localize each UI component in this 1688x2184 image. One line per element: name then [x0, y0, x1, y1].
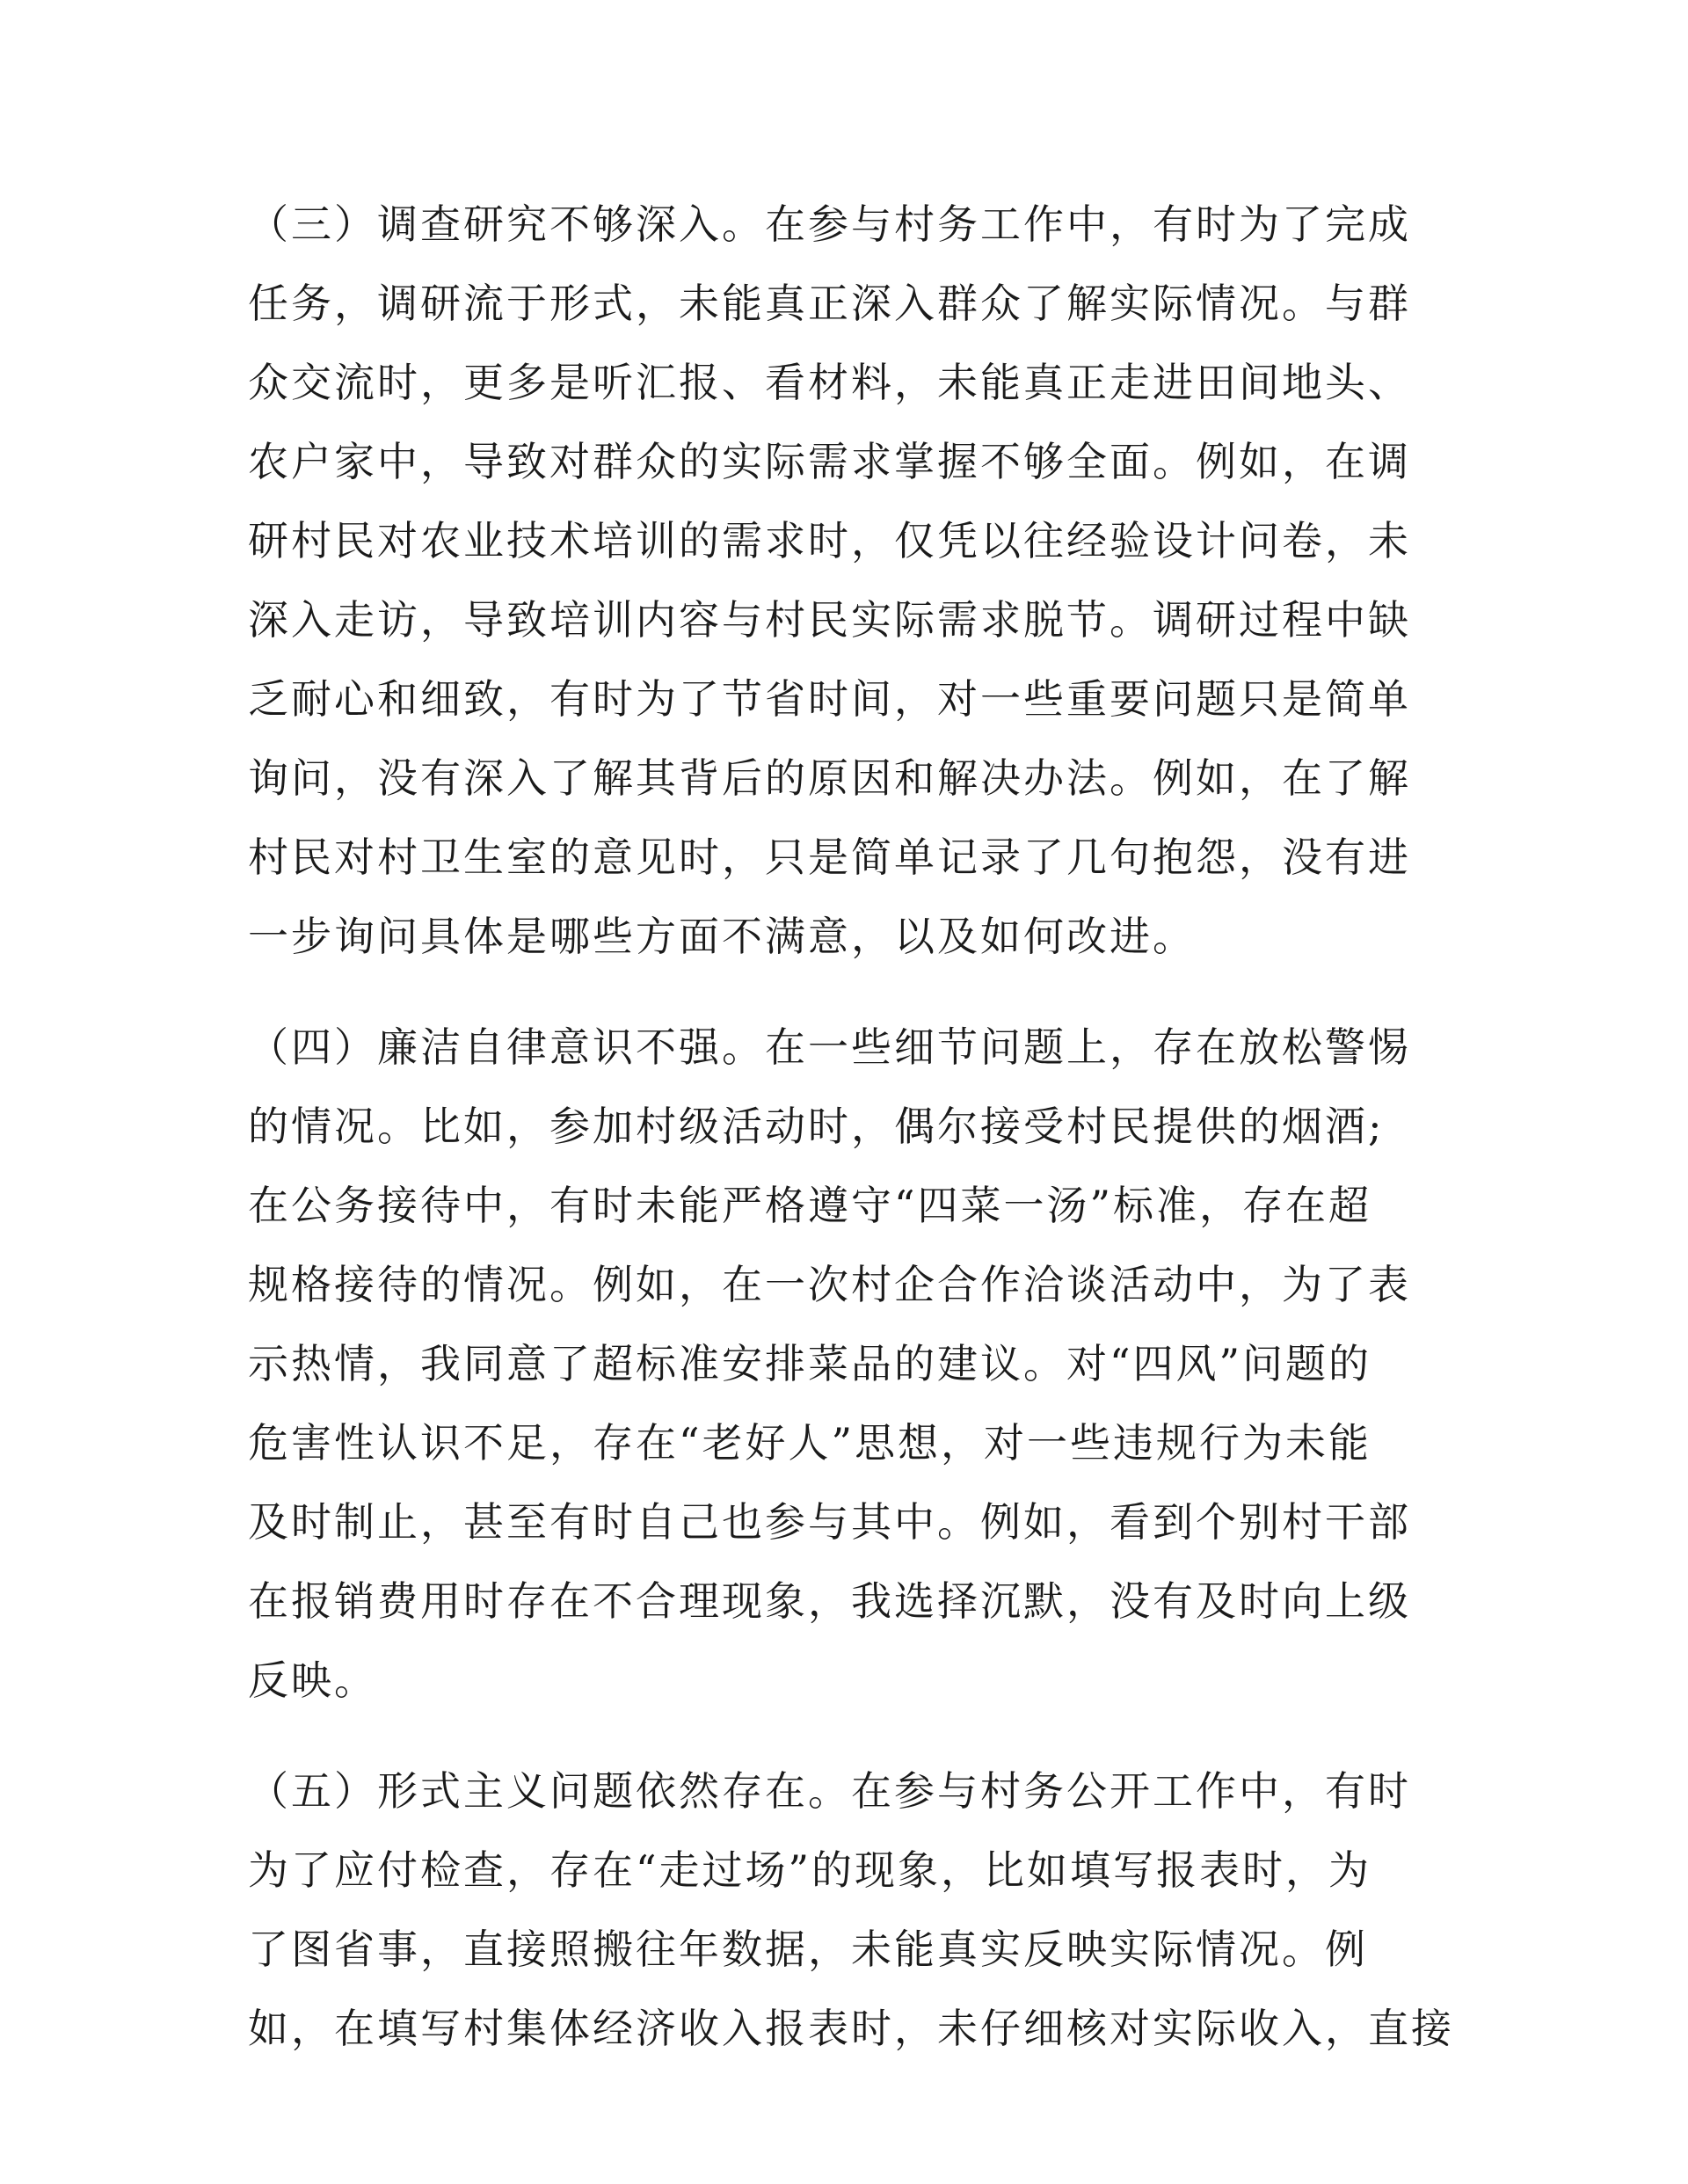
text-line: 在报销费用时存在不合理现象，我选择沉默，没有及时向上级 [248, 1577, 1411, 1625]
text-line: 村民对村卫生室的意见时，只是简单记录了几句抱怨，没有进 [248, 834, 1411, 881]
text-line: 规格接待的情况。例如，在一次村企合作洽谈活动中，为了表 [248, 1261, 1411, 1308]
text-line: 为了应付检查，存在“走过场”的现象，比如填写报表时，为 [248, 1846, 1372, 1894]
text-line: 及时制止，甚至有时自己也参与其中。例如，看到个别村干部 [248, 1498, 1411, 1546]
text-line: （五）形式主义问题依然存在。在参与村务公开工作中，有时 [248, 1767, 1411, 1815]
text-line: 如，在填写村集体经济收入报表时，未仔细核对实际收入，直接 [248, 2005, 1454, 2052]
text-line: 询问，没有深入了解其背后的原因和解决办法。例如，在了解 [248, 754, 1411, 802]
text-line: （四）廉洁自律意识不强。在一些细节问题上，存在放松警惕 [248, 1023, 1411, 1071]
text-line: 的情况。比如，参加村级活动时，偶尔接受村民提供的烟酒; [248, 1103, 1385, 1150]
text-line: 一步询问具体是哪些方面不满意，以及如何改进。 [248, 913, 1196, 960]
text-line: 众交流时，更多是听汇报、看材料，未能真正走进田间地头、 [248, 359, 1411, 406]
text-line: 在公务接待中，有时未能严格遵守“四菜一汤”标准，存在超 [248, 1182, 1372, 1229]
document-body [248, 185, 1479, 2100]
text-line: 研村民对农业技术培训的需求时，仅凭以往经验设计问卷，未 [248, 517, 1411, 564]
text-line: 了图省事，直接照搬往年数据，未能真实反映实际情况。例 [248, 1926, 1368, 1973]
paragraph-investigation [248, 185, 1479, 976]
text-line: 任务，调研流于形式，未能真正深入群众了解实际情况。与群 [248, 280, 1411, 327]
paragraph-formalism [248, 1751, 1479, 2068]
text-line: 危害性认识不足，存在“老好人”思想，对一些违规行为未能 [248, 1419, 1372, 1467]
text-line: （三）调查研究不够深入。在参与村务工作中，有时为了完成 [248, 200, 1411, 248]
text-line: 乏耐心和细致，有时为了节省时间，对一些重要问题只是简单 [248, 675, 1411, 723]
text-line: 示热情，我同意了超标准安排菜品的建议。对“四风”问题的 [248, 1340, 1372, 1387]
text-line: 反映。 [248, 1656, 377, 1704]
text-line: 农户家中，导致对群众的实际需求掌握不够全面。例如，在调 [248, 438, 1411, 485]
text-line: 深入走访，导致培训内容与村民实际需求脱节。调研过程中缺 [248, 596, 1411, 644]
paragraph-integrity [248, 1008, 1479, 1720]
